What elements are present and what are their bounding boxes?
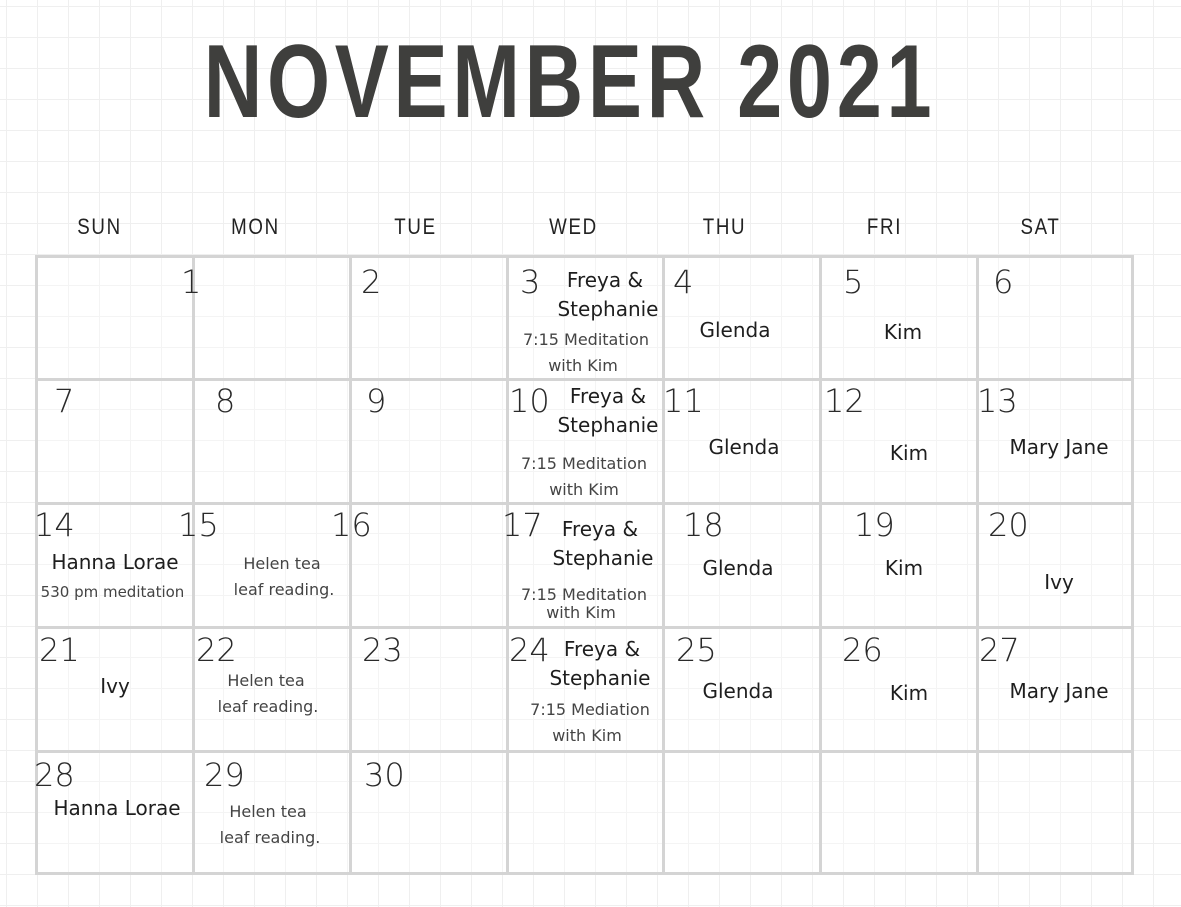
event-name: Ivy	[100, 674, 130, 698]
weekday-sat: SAT	[1020, 214, 1061, 239]
day-number: 19	[854, 506, 895, 544]
event-note: with Kim	[552, 726, 622, 745]
day-number: 8	[215, 382, 236, 420]
day-number: 25	[676, 631, 717, 669]
grid-divider	[35, 626, 1134, 629]
day-number: 30	[364, 756, 405, 794]
event-name: Mary Jane	[1009, 679, 1109, 703]
event-name: Stephanie	[557, 413, 659, 437]
event-name: Glenda	[699, 318, 771, 342]
grid-divider	[349, 255, 352, 875]
day-number: 22	[196, 631, 237, 669]
event-note: with Kim	[548, 356, 618, 375]
event-name: Kim	[889, 441, 929, 465]
weekday-thu: THU	[702, 214, 747, 239]
event-name: Hanna Lorae	[53, 796, 181, 820]
day-number: 24	[509, 631, 550, 669]
weekday-fri: FRI	[866, 214, 903, 239]
day-number: 10	[509, 382, 550, 420]
event-note: with Kim	[549, 480, 619, 499]
day-number: 23	[362, 631, 403, 669]
weekday-wed: WED	[549, 214, 598, 239]
day-number: 13	[977, 382, 1018, 420]
grid-divider	[506, 255, 509, 875]
event-note: 530 pm meditation	[40, 583, 185, 601]
event-note: leaf reading.	[233, 580, 335, 599]
event-name: Stephanie	[549, 666, 651, 690]
event-name: Mary Jane	[1009, 435, 1109, 459]
event-note: 7:15 Meditation	[521, 585, 647, 604]
day-number: 4	[673, 263, 694, 301]
event-name: Kim	[884, 556, 924, 580]
day-number: 15	[178, 506, 219, 544]
event-note: leaf reading.	[217, 697, 319, 716]
grid-divider	[35, 750, 1134, 753]
day-number: 2	[361, 263, 382, 301]
grid-divider	[192, 255, 195, 875]
event-name: Freya &	[566, 268, 644, 292]
weekday-tue: TUE	[394, 214, 437, 239]
day-number: 16	[331, 506, 372, 544]
day-number: 20	[988, 506, 1029, 544]
event-name: Glenda	[708, 435, 780, 459]
event-note: 7:15 Mediation	[530, 700, 650, 719]
event-name: Glenda	[702, 679, 774, 703]
event-note: Helen tea	[229, 802, 307, 821]
day-number: 7	[54, 382, 75, 420]
event-name: Ivy	[1044, 570, 1074, 594]
event-note: with Kim	[546, 603, 616, 622]
weekday-sun: SUN	[77, 214, 122, 239]
day-number: 21	[39, 631, 80, 669]
day-number: 26	[842, 631, 883, 669]
event-name: Hanna Lorae	[51, 550, 179, 574]
day-number: 5	[843, 263, 864, 301]
day-number: 3	[520, 263, 541, 301]
event-name: Freya &	[569, 384, 647, 408]
event-note: Helen tea	[227, 671, 305, 690]
grid-divider	[976, 255, 979, 875]
day-number: 11	[663, 382, 704, 420]
event-name: Freya &	[561, 517, 639, 541]
event-name: Stephanie	[552, 546, 654, 570]
event-name: Freya &	[563, 637, 641, 661]
day-number: 1	[181, 263, 202, 301]
calendar-title: NOVEMBER 2021	[203, 24, 937, 140]
day-number: 29	[204, 756, 245, 794]
grid-divider	[819, 255, 822, 875]
day-number: 17	[502, 506, 543, 544]
event-note: 7:15 Meditation	[523, 330, 649, 349]
event-name: Glenda	[702, 556, 774, 580]
day-number: 12	[824, 382, 865, 420]
day-number: 28	[34, 756, 75, 794]
weekday-mon: MON	[231, 214, 280, 239]
event-name: Stephanie	[557, 297, 659, 321]
day-number: 18	[683, 506, 724, 544]
day-number: 14	[34, 506, 75, 544]
day-number: 6	[993, 263, 1014, 301]
event-note: 7:15 Meditation	[521, 454, 647, 473]
day-number: 27	[979, 631, 1020, 669]
event-name: Kim	[883, 320, 923, 344]
day-number: 9	[366, 382, 387, 420]
event-note: Helen tea	[243, 554, 321, 573]
event-name: Kim	[889, 681, 929, 705]
event-note: leaf reading.	[219, 828, 321, 847]
